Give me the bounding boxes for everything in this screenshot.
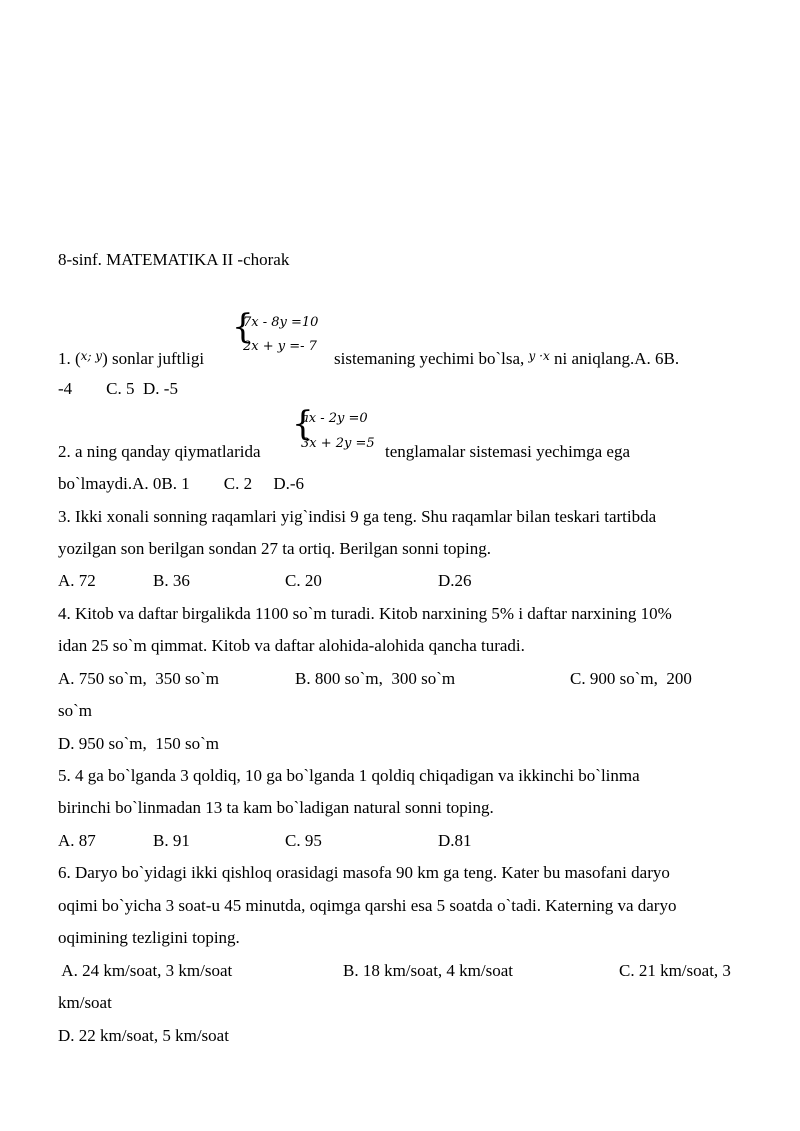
question-6-option-a: A. 24 km/soat, 3 km/soat bbox=[58, 961, 233, 980]
question-5-line-2: birinchi bo`linmadan 13 ta kam bo`ladigan natural sonni toping. bbox=[58, 798, 494, 817]
question-1-equation-1: 7x - 8y =10 bbox=[243, 315, 319, 330]
question-3-option-b: B. 36 bbox=[153, 571, 190, 590]
question-5-line-1: 5. 4 ga bo`lganda 3 qoldiq, 10 ga bo`lganda 1 qoldiq chiqadigan va ikkinchi bo`linma bbox=[58, 766, 640, 785]
question-6-option-c-wrap: km/soat bbox=[58, 993, 112, 1012]
question-3-line-1: 3. Ikki xonali sonning raqamlari yig`indisi 9 ga teng. Shu raqamlar bilan teskari tartibda bbox=[58, 507, 657, 526]
question-1-prefix: 1. ( bbox=[58, 349, 81, 368]
question-2-intro: 2. a ning qanday qiymatlarida bbox=[58, 442, 261, 461]
question-4-option-c-wrap: so`m bbox=[58, 701, 92, 720]
question-3-option-c: C. 20 bbox=[285, 571, 322, 590]
question-4-option-a: A. 750 so`m, 350 so`m bbox=[58, 669, 220, 688]
question-1-post: sistemaning yechimi bo`lsa, bbox=[334, 349, 525, 368]
question-3-line-2: yozilgan son berilgan sondan 27 ta ortiq. Berilgan sonni toping. bbox=[58, 539, 491, 558]
question-5-option-c: C. 95 bbox=[285, 831, 322, 850]
question-6-line-2: oqimi bo`yicha 3 soat-u 45 minutda, oqimga qarshi esa 5 soatda o`tadi. Katerning va daryo bbox=[58, 896, 677, 915]
question-6-option-b: B. 18 km/soat, 4 km/soat bbox=[343, 961, 513, 980]
question-4-line-1: 4. Kitob va daftar birgalikda 1100 so`m turadi. Kitob narxining 5% i daftar narxining 10% bbox=[58, 604, 672, 623]
question-6-line-3: oqimining tezligini toping. bbox=[58, 928, 240, 947]
question-4-line-2: idan 25 so`m qimmat. Kitob va daftar alohida-alohida qancha turadi. bbox=[58, 636, 525, 655]
question-5-option-b: B. 91 bbox=[153, 831, 190, 850]
question-2-options: bo`lmaydi.A. 0B. 1 C. 2 D.-6 bbox=[58, 474, 305, 493]
question-1-pair: x; y bbox=[80, 349, 103, 363]
question-1-intro bbox=[58, 346, 204, 369]
page-title: 8-sinf. MATEMATIKA II -chorak bbox=[58, 250, 290, 269]
question-2-equation-1: ax - 2y =0 bbox=[301, 411, 368, 426]
question-1-expression: y ·x bbox=[528, 349, 550, 363]
question-1-text bbox=[334, 346, 679, 369]
question-5-option-d: D.81 bbox=[438, 831, 472, 850]
question-1-mid: ) sonlar juftligi bbox=[102, 349, 205, 368]
question-4-option-c: C. 900 so`m, 200 bbox=[570, 669, 692, 688]
question-6-option-d: D. 22 km/soat, 5 km/soat bbox=[58, 1026, 229, 1045]
question-2-equation-2: 3x + 2y =5 bbox=[301, 436, 375, 451]
question-3-option-a: A. 72 bbox=[58, 571, 96, 590]
question-3-option-d: D.26 bbox=[438, 571, 472, 590]
system-brace-icon: { bbox=[232, 307, 254, 347]
question-4-option-b: B. 800 so`m, 300 so`m bbox=[295, 669, 456, 688]
question-4-option-d: D. 950 so`m, 150 so`m bbox=[58, 734, 220, 753]
question-6-option-c: C. 21 km/soat, 3 bbox=[619, 961, 731, 980]
question-1-options: -4 C. 5 D. -5 bbox=[58, 379, 178, 398]
question-5-option-a: A. 87 bbox=[58, 831, 96, 850]
question-2-text: tenglamalar sistemasi yechimga ega bbox=[385, 442, 630, 461]
question-1-equation-2: 2x + y =- 7 bbox=[243, 339, 317, 354]
system-brace-icon: { bbox=[292, 404, 314, 444]
question-1-tail: ni aniqlang.A. 6B. bbox=[553, 349, 680, 368]
question-6-line-1: 6. Daryo bo`yidagi ikki qishloq orasidagi masofa 90 km ga teng. Kater bu masofani daryo bbox=[58, 863, 670, 882]
